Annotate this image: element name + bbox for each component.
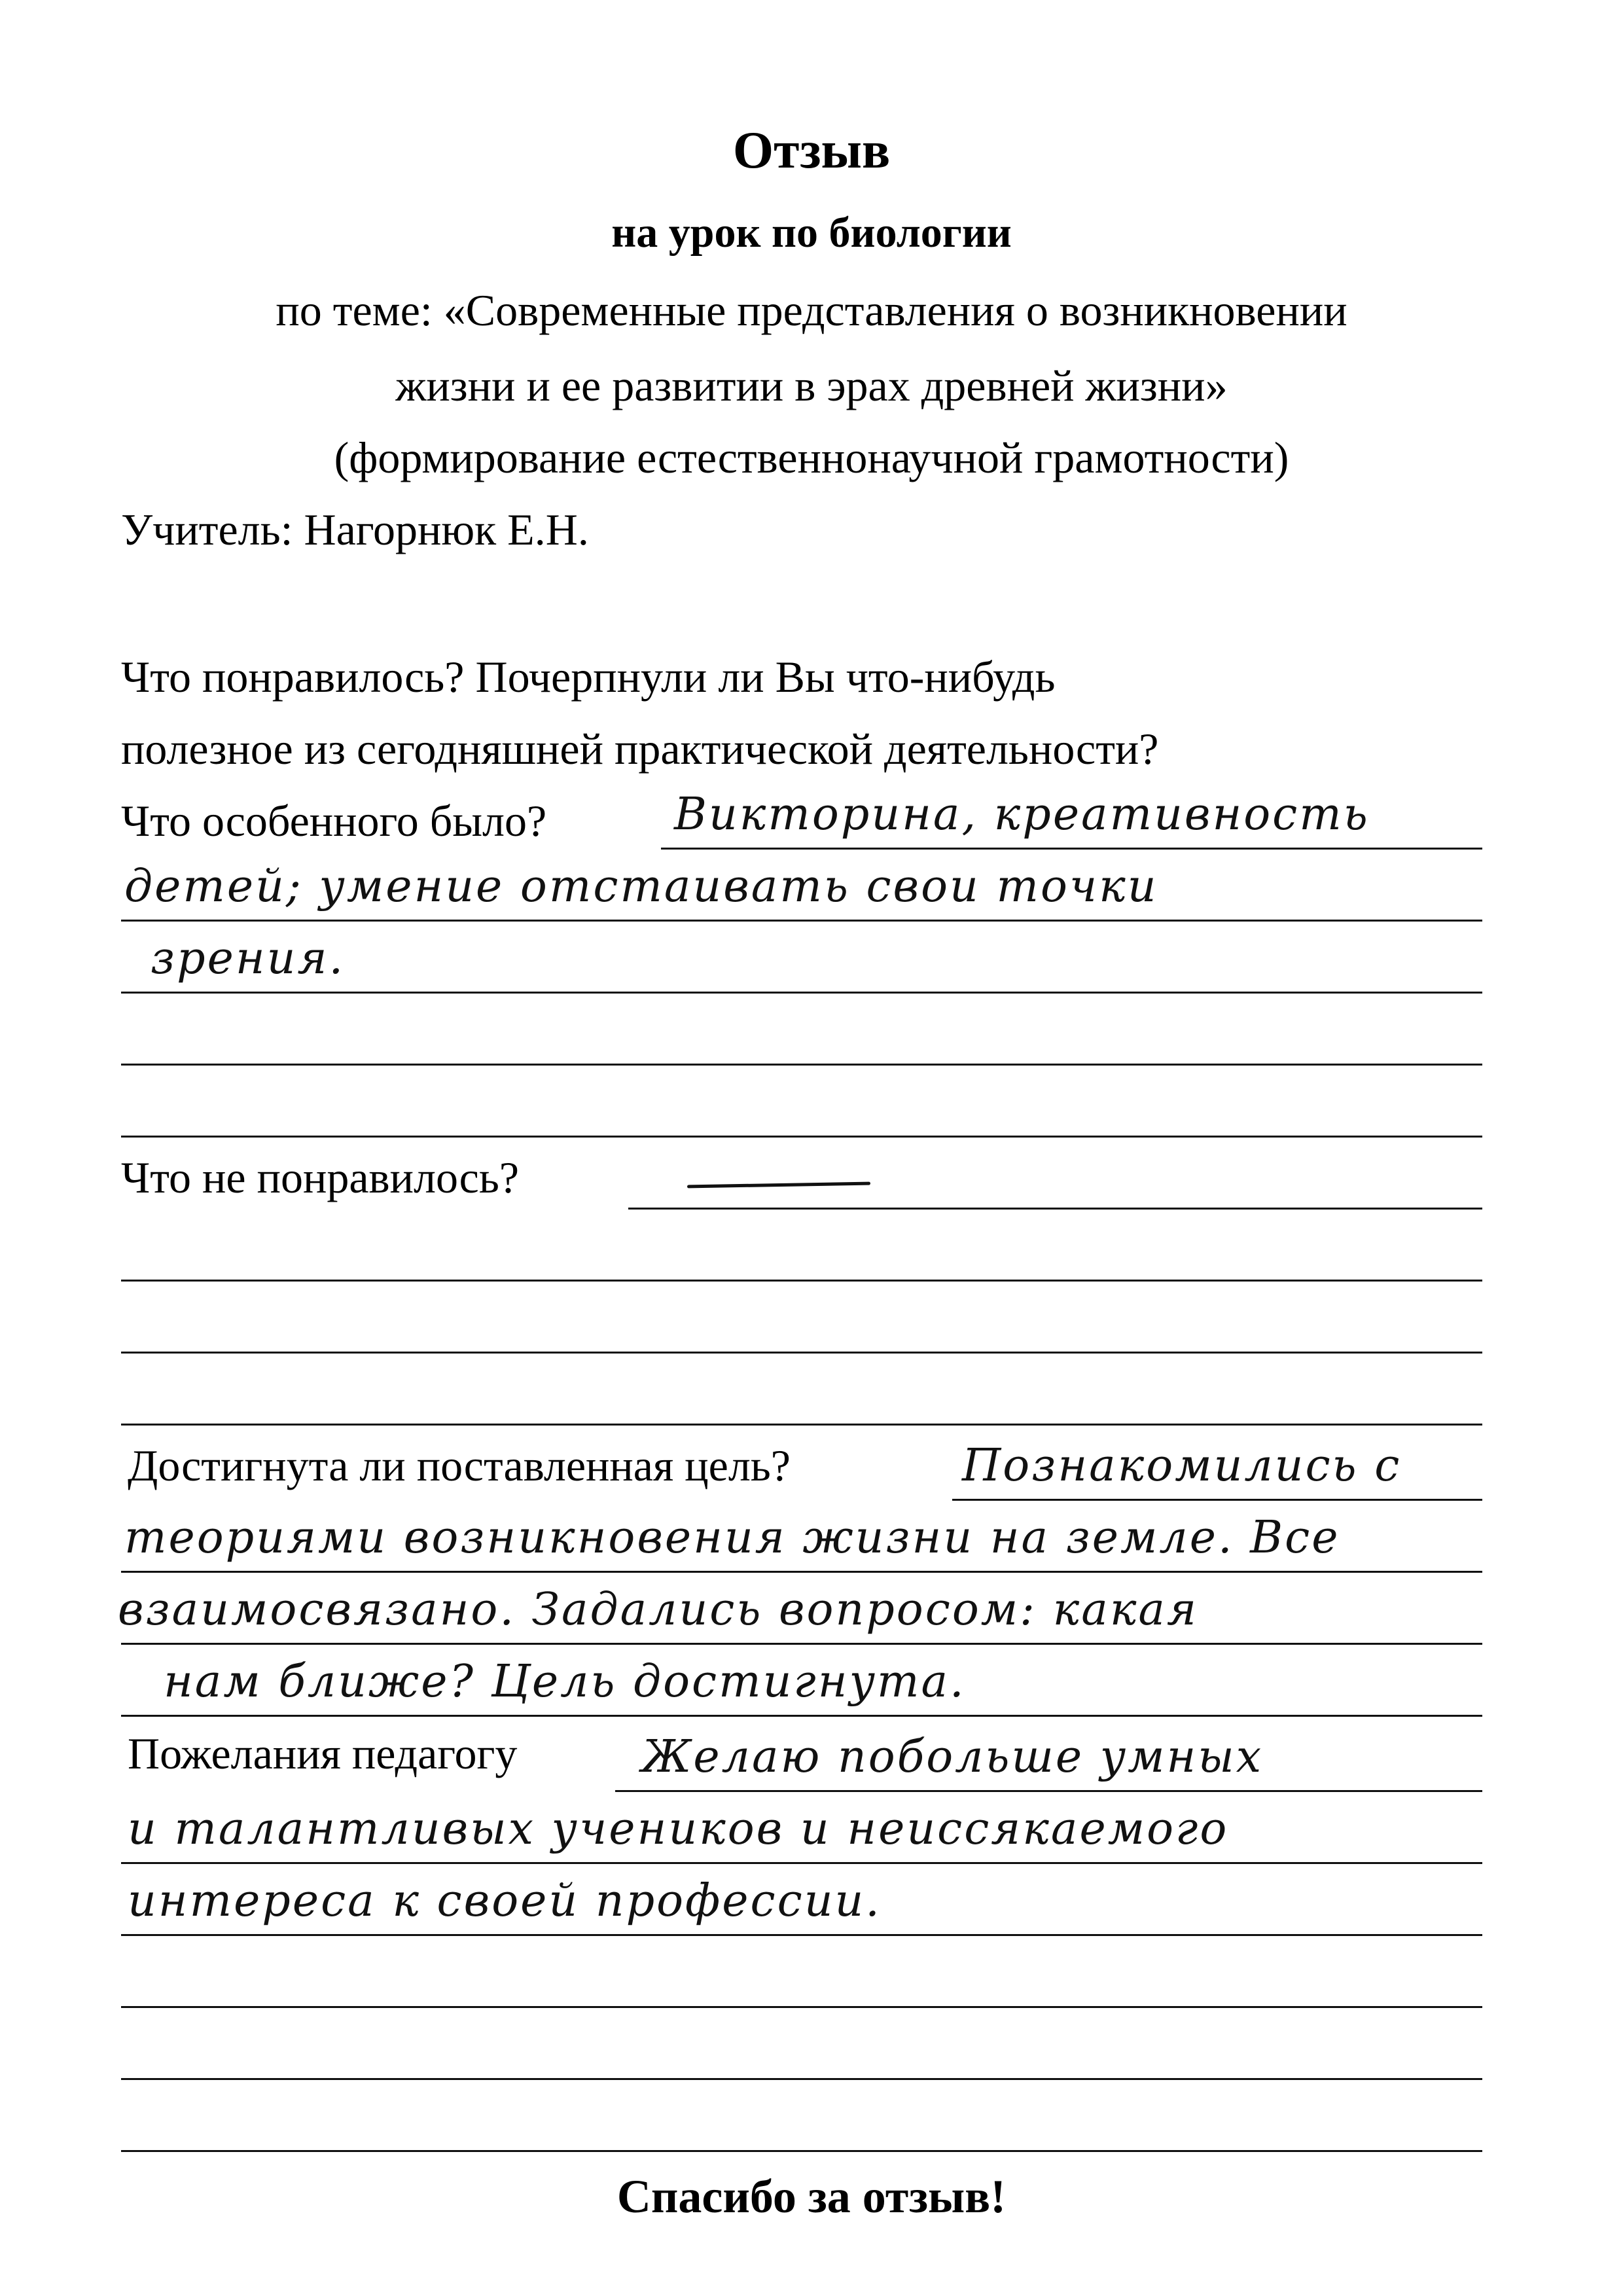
q4-answer-line-1: Желаю побольше умных	[641, 1731, 1264, 1783]
thanks-footer: Спасибо за отзыв!	[616, 2170, 1007, 2223]
form-subtitle: на урок по биологии	[611, 209, 1012, 257]
q1-answer-rule-3	[121, 992, 1482, 994]
q4-answer-rule-6	[121, 2150, 1482, 2152]
teacher-name: Учитель: Нагорнюк Е.Н.	[121, 505, 589, 554]
q1-answer-line-1: Викторина, креативность	[674, 789, 1370, 840]
q1-answer-line-3: зрения.	[151, 933, 346, 984]
q3-question: Достигнута ли поставленная цель?	[128, 1441, 791, 1490]
q1-answer-rule-2	[121, 920, 1482, 922]
q1-answer-line-2: детей; умение отстаивать свои точки	[124, 861, 1158, 912]
q1-question-line-2: полезное из сегодняшней практической деятельности?	[121, 724, 1159, 774]
q3-answer-line-3: взаимосвязано. Задались вопросом: какая	[118, 1584, 1198, 1636]
q3-answer-rule-4	[121, 1715, 1482, 1717]
q2-answer-rule-4	[121, 1424, 1482, 1426]
topic-line-3: (формирование естественнонаучной грамотности)	[334, 433, 1289, 482]
form-title: Отзыв	[732, 122, 891, 179]
q4-answer-line-3: интереса к своей профессии.	[128, 1875, 882, 1927]
q1-answer-rule-1	[661, 848, 1482, 850]
q2-answer-dash	[687, 1182, 870, 1189]
topic-line-1: по теме: «Современные представления о возникновении	[276, 285, 1347, 335]
q1-answer-rule-5	[121, 1136, 1482, 1138]
q2-answer-rule-1	[628, 1208, 1482, 1210]
q3-answer-line-4: нам ближе? Цель достигнута.	[164, 1656, 966, 1708]
q4-question: Пожелания педагогу	[128, 1729, 518, 1778]
q1-question-line-3: Что особенного было?	[121, 796, 547, 846]
q4-answer-rule-2	[121, 1862, 1482, 1864]
q4-answer-rule-5	[121, 2078, 1482, 2080]
q2-answer-rule-2	[121, 1280, 1482, 1282]
q4-answer-rule-4	[121, 2006, 1482, 2008]
topic-line-2: жизни и ее развитии в эрах древней жизни»	[395, 361, 1228, 410]
q3-answer-line-1: Познакомились с	[962, 1440, 1402, 1492]
q3-answer-rule-2	[121, 1571, 1482, 1573]
q3-answer-line-2: теориями возникновения жизни на земле. Все	[124, 1512, 1340, 1564]
q4-answer-rule-1	[615, 1790, 1482, 1792]
q4-answer-rule-3	[121, 1934, 1482, 1936]
q1-question-line-1: Что понравилось? Почерпнули ли Вы что-нибудь	[121, 652, 1056, 702]
q3-answer-rule-3	[121, 1643, 1482, 1645]
q4-answer-line-2: и талантливых учеников и неиссякаемого	[128, 1803, 1229, 1855]
q2-answer-rule-3	[121, 1352, 1482, 1354]
q3-answer-rule-1	[952, 1499, 1482, 1501]
q2-question: Что не понравилось?	[121, 1153, 520, 1202]
q1-answer-rule-4	[121, 1064, 1482, 1066]
